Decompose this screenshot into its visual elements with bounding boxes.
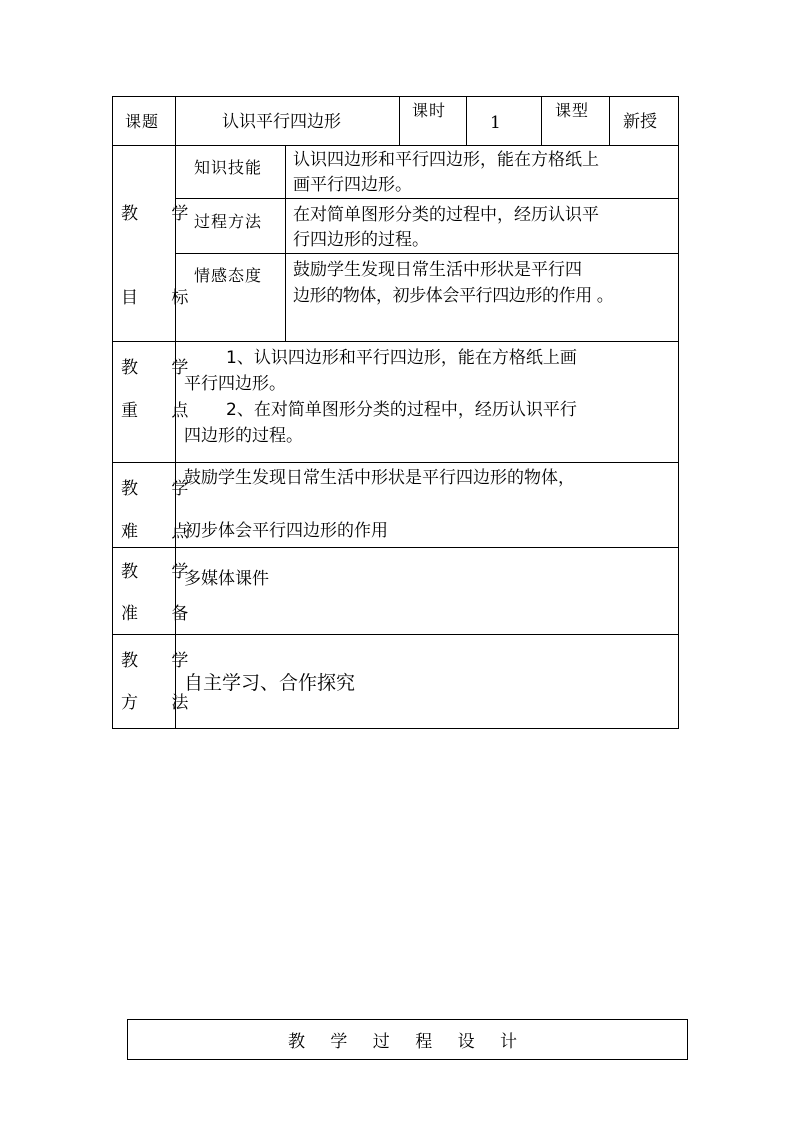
emotional-attitude-line: 鼓励学生发现日常生活中形状是平行四	[293, 260, 582, 280]
row-divider	[112, 462, 679, 463]
teaching-process-title: 教 学 过 程 设 计	[287, 1032, 528, 1052]
knowledge-skills-line: 画平行四边形。	[293, 175, 412, 195]
methods-label-bottom: 方 法	[121, 693, 203, 713]
emotional-attitude-line: 边形的物体，初步体会平行四边形的作用 。	[293, 286, 614, 306]
table-border-bottom	[112, 728, 679, 729]
column-divider	[609, 96, 610, 145]
difficulties-label-bottom: 难 点	[121, 522, 203, 542]
row-divider	[175, 198, 679, 199]
methods-content: 自主学习、合作探究	[184, 672, 356, 694]
knowledge-skills-label: 知识技能	[194, 158, 263, 177]
process-methods-line: 在对简单图形分类的过程中，经历认识平	[293, 205, 599, 225]
column-divider	[541, 96, 542, 145]
row-divider	[112, 547, 679, 548]
row-divider	[112, 341, 679, 342]
column-divider	[399, 96, 400, 145]
difficulties-line: 初步体会平行四边形的作用	[184, 521, 388, 541]
table-border-left	[112, 96, 113, 729]
objectives-label-top: 教 学	[121, 204, 203, 224]
difficulties-line: 鼓励学生发现日常生活中形状是平行四边形的物体，	[184, 468, 575, 488]
key-points-label-top: 教 学	[121, 358, 203, 378]
row-divider	[112, 634, 679, 635]
row-divider	[175, 253, 679, 254]
column-divider	[466, 96, 467, 145]
process-methods-label: 过程方法	[194, 212, 263, 231]
column-divider	[285, 145, 286, 341]
topic-value: 认识平行四边形	[222, 112, 341, 132]
period-value: 1	[490, 113, 501, 133]
key-point-line: 平行四边形。	[184, 374, 286, 394]
key-point-line: 四边形的过程。	[184, 426, 303, 446]
period-label: 课时	[412, 101, 447, 120]
difficulties-label-top: 教 学	[121, 479, 203, 499]
row-divider	[112, 145, 679, 146]
methods-label-top: 教 学	[121, 651, 203, 671]
topic-label: 课题	[125, 112, 160, 131]
type-label: 课型	[555, 101, 590, 120]
preparation-content: 多媒体课件	[184, 569, 269, 589]
objectives-label-bottom: 目 标	[121, 288, 203, 308]
key-point-line: 1、认识四边形和平行四边形，能在方格纸上画	[226, 348, 577, 368]
table-border-top	[112, 96, 679, 97]
type-value: 新授	[623, 112, 657, 132]
teaching-process-header	[127, 1019, 688, 1060]
key-point-line: 2、在对简单图形分类的过程中，经历认识平行	[226, 400, 577, 420]
preparation-label-bottom: 准 备	[121, 604, 203, 624]
knowledge-skills-line: 认识四边形和平行四边形，能在方格纸上	[293, 150, 599, 170]
key-points-label-bottom: 重 点	[121, 401, 203, 421]
emotional-attitude-label: 情感态度	[194, 266, 263, 285]
preparation-label-top: 教 学	[121, 562, 203, 582]
table-border-right	[678, 96, 679, 729]
process-methods-line: 行四边形的过程。	[293, 230, 429, 250]
